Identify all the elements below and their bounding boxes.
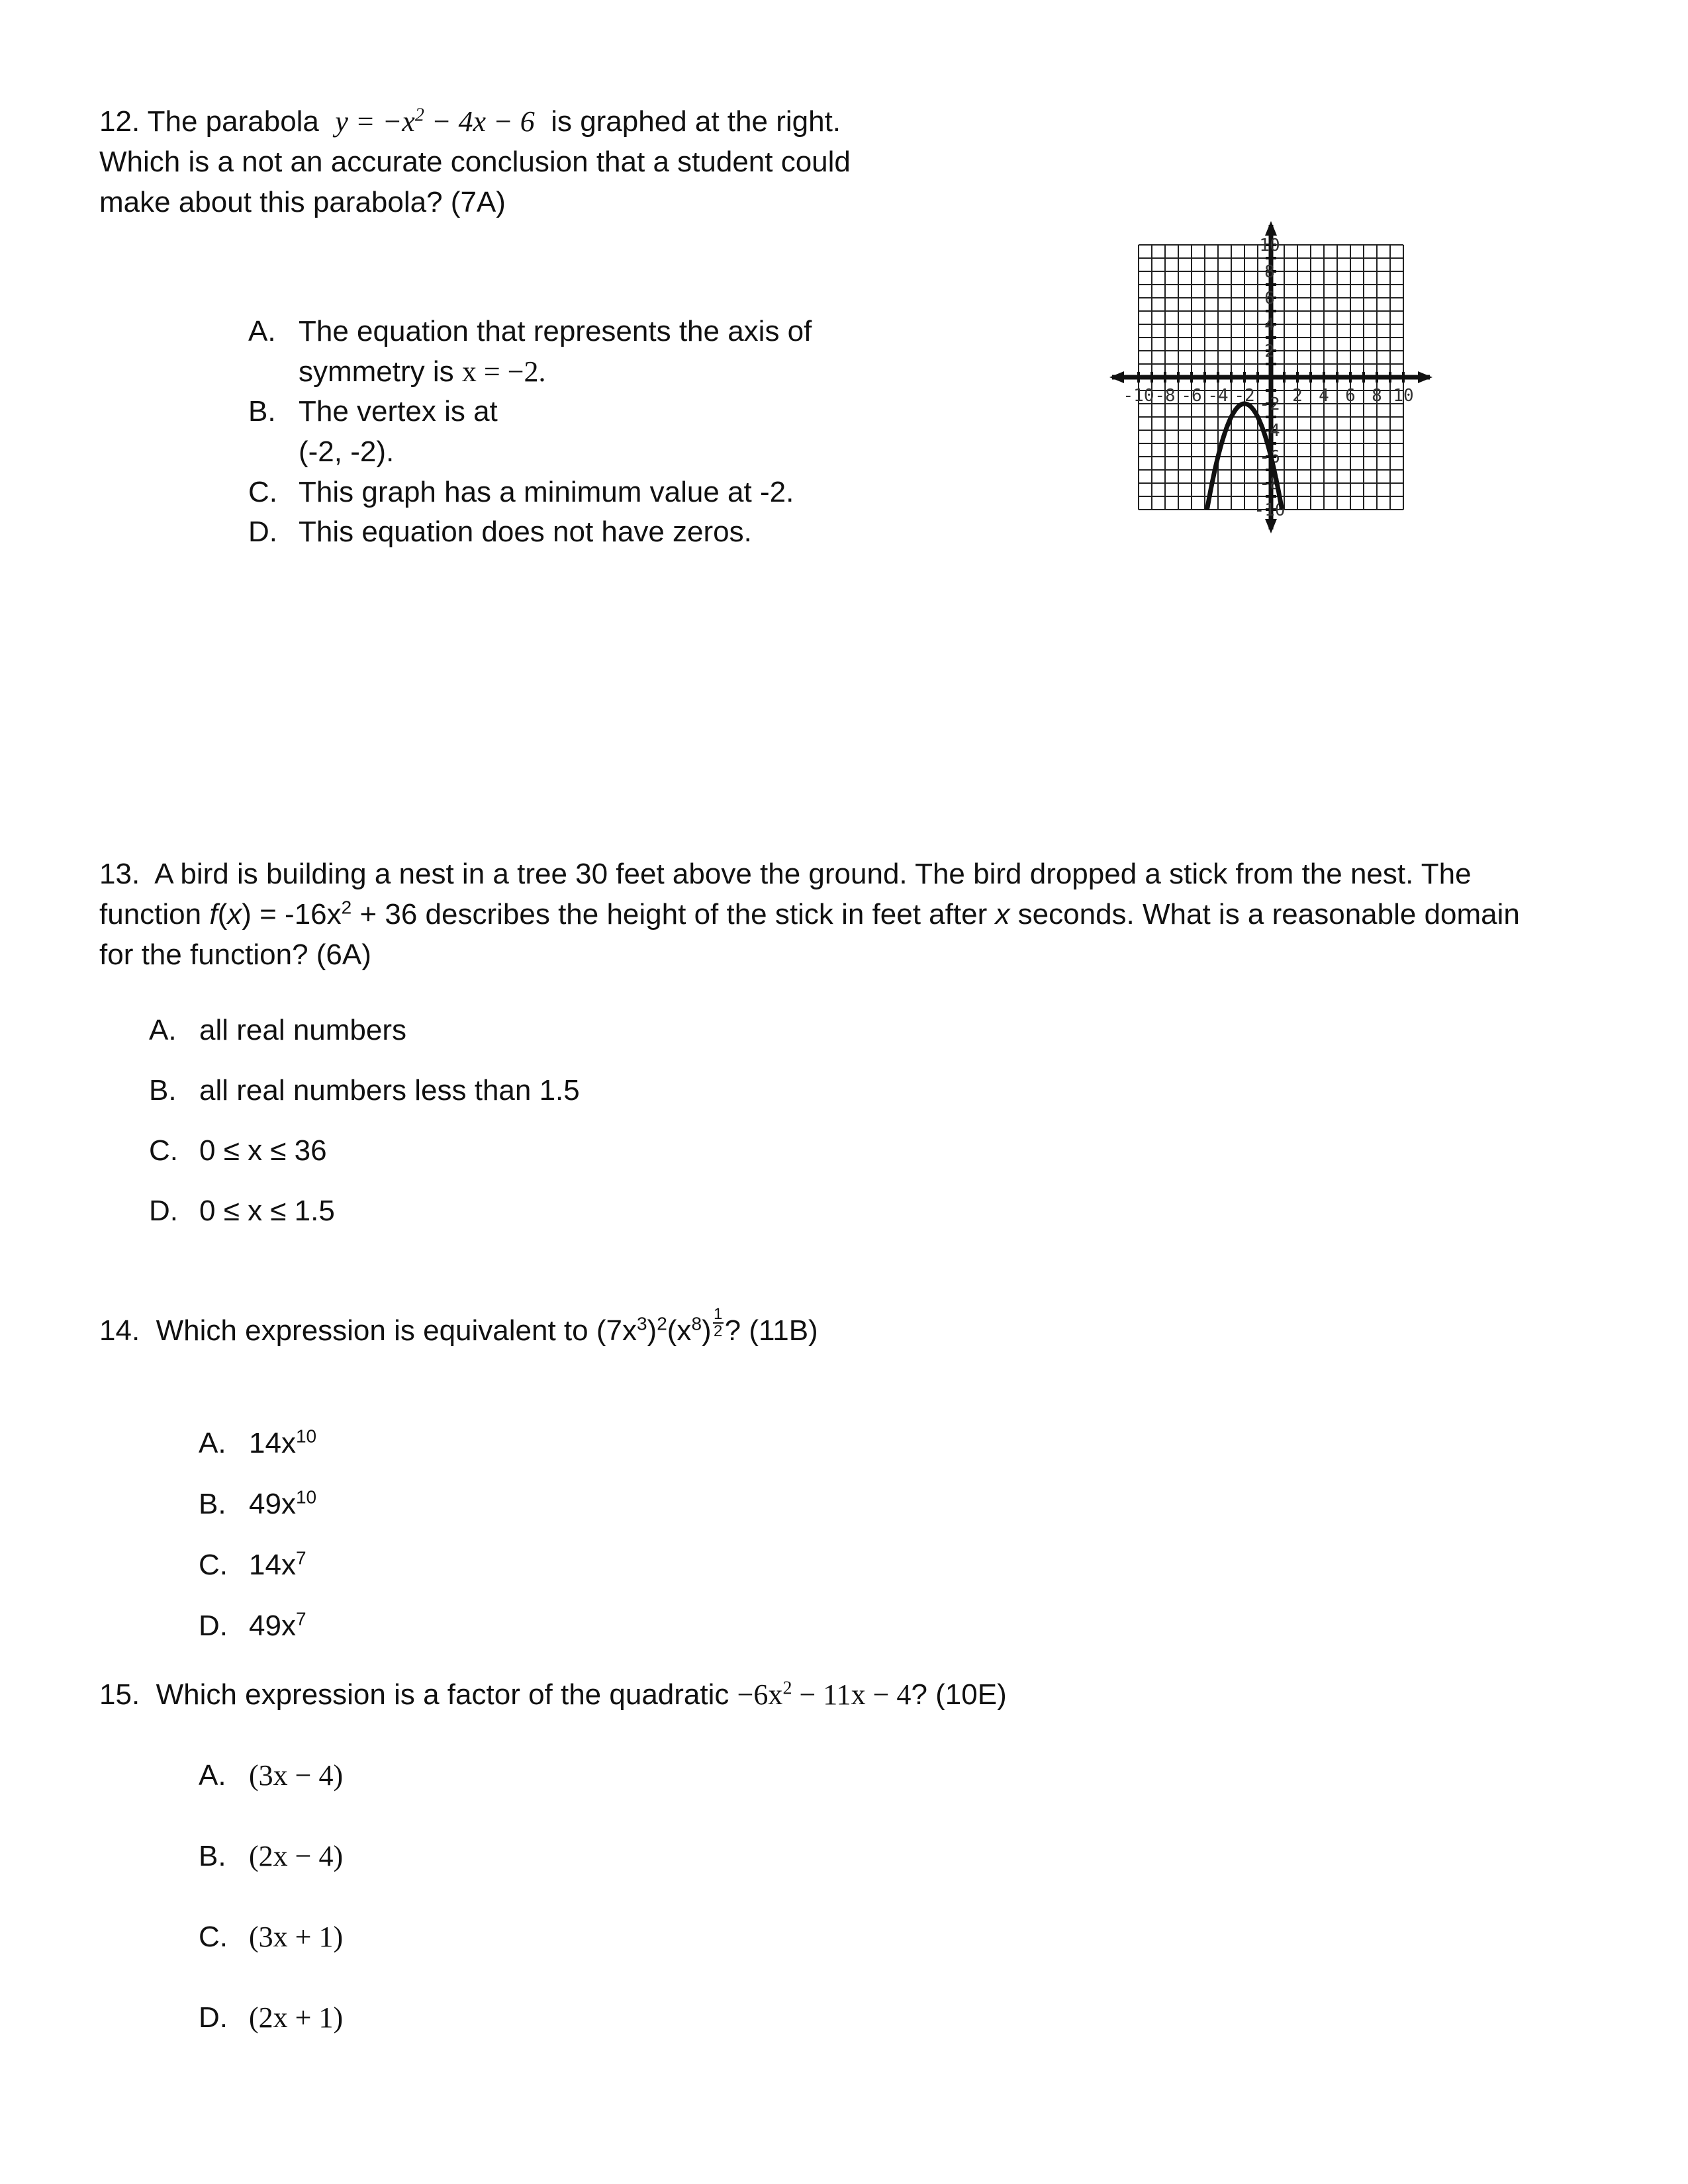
question-15 [99, 1674, 1007, 1715]
x-axis-arrow-right [1418, 371, 1432, 383]
option-math: (3x − 4) [249, 1759, 344, 1792]
x-tick-label: 2 [1292, 386, 1303, 406]
question-13 [99, 854, 1520, 975]
option-text: The equation that represents the axis of [299, 315, 812, 347]
q15-option-b[interactable] [199, 1836, 343, 1876]
q14-option-d[interactable] [199, 1606, 306, 1646]
question-12 [99, 101, 851, 222]
q14-fraction-exponent [713, 1306, 724, 1340]
option-letter: B. [199, 1840, 226, 1872]
option-text: 0 ≤ x ≤ 1.5 [199, 1195, 335, 1227]
x-tick-label: -6 [1181, 386, 1202, 406]
option-math: x = −2. [461, 355, 546, 388]
y-tick-label: 10 [1259, 236, 1280, 255]
q13-x: x [227, 898, 242, 931]
q13-line3: for the function? (6A) [99, 938, 371, 971]
q12-eq-rest: − 4x − 6 [424, 105, 535, 138]
option-letter: A. [149, 1014, 177, 1046]
option-letter: D. [199, 1610, 228, 1642]
q14-text: Which expression is equivalent to (7x [156, 1314, 637, 1347]
q12-line1 [99, 101, 851, 142]
q15-option-d[interactable] [199, 1997, 343, 2038]
q14-mid2: (x [667, 1314, 692, 1347]
q15-text: Which expression is a factor of the quadratic [156, 1678, 737, 1711]
q13-option-a[interactable] [149, 1010, 406, 1050]
option-base: 14x [249, 1549, 296, 1581]
q12-option-a-cont [299, 351, 546, 392]
q13-l2a: function [99, 898, 210, 931]
x-axis-arrow-left [1109, 371, 1124, 383]
q13-option-d[interactable] [149, 1191, 335, 1231]
q13-l2b: = -16x [251, 898, 342, 931]
option-letter: D. [199, 2001, 228, 2034]
option-text: all real numbers [199, 1014, 407, 1046]
option-letter: D. [248, 516, 277, 548]
y-axis-arrow-down [1265, 519, 1277, 533]
q12-eq-main: y = −x [335, 105, 415, 138]
y-tick-label: 2 [1264, 341, 1275, 361]
option-letter: C. [199, 1549, 228, 1581]
q12-option-d[interactable] [248, 512, 752, 552]
option-text-2: (-2, -2). [299, 435, 395, 468]
option-letter: C. [199, 1921, 228, 1953]
q13-line2: function $f(x) = -16x^2 + 36$ describes the height of the stick in feet after x seconds. What is a reasonable domain [99, 897, 1520, 931]
option-letter: B. [248, 395, 276, 428]
option-math: (2x − 4) [249, 1840, 344, 1872]
q13-l2d: seconds. What is a reasonable domain [1009, 898, 1520, 931]
option-letter: C. [248, 476, 277, 508]
y-tick-label: -2 [1259, 394, 1280, 414]
q15-math-b: − 11x − 4 [792, 1678, 912, 1711]
option-text: This graph has a minimum value at -2. [299, 476, 794, 508]
x-tick-label: -10 [1123, 386, 1154, 406]
option-letter: A. [199, 1759, 226, 1792]
option-exp: 10 [295, 1426, 317, 1447]
q12-option-b-cont [299, 432, 394, 472]
q13-line1 [99, 854, 1520, 894]
q15-math-a: −6x [737, 1678, 783, 1711]
q15-expression [737, 1678, 912, 1711]
q12-option-b[interactable] [248, 391, 498, 432]
q14-mid3: ) [702, 1314, 712, 1347]
q14-option-a[interactable] [199, 1423, 316, 1463]
option-exp: 10 [295, 1486, 317, 1508]
q15-option-a[interactable] [199, 1755, 343, 1796]
x-tick-label: -8 [1154, 386, 1176, 406]
q13-f: f [209, 898, 218, 931]
q14-exp2: 2 [657, 1313, 667, 1334]
q14-mid1: ) [647, 1314, 657, 1347]
q13-x2: x [995, 898, 1010, 931]
y-tick-label: -10 [1254, 500, 1286, 520]
q14-exp3: 8 [691, 1313, 702, 1334]
q12-line2: Which is a not an accurate conclusion that a student could [99, 146, 851, 178]
y-tick-label: -8 [1259, 474, 1280, 494]
q14-option-b[interactable] [199, 1484, 316, 1524]
y-tick-label: 8 [1264, 262, 1275, 282]
x-tick-label: -2 [1234, 386, 1255, 406]
question-14 [99, 1305, 818, 1351]
x-tick-label: -4 [1207, 386, 1229, 406]
x-tick-label: 10 [1393, 386, 1414, 406]
x-tick-label: 6 [1345, 386, 1356, 406]
q13-number: 13. [99, 858, 140, 890]
parabola-graph [993, 99, 1562, 668]
x-tick-label: 8 [1372, 386, 1382, 406]
q12-line3: make about this parabola? (7A) [99, 186, 506, 218]
option-letter: B. [199, 1488, 226, 1520]
option-base: 49x [249, 1610, 296, 1642]
q14-line1 [99, 1305, 818, 1351]
q13-line1-text: A bird is building a nest in a tree 30 feet above the ground. The bird dropped a stick from the nest. The [154, 858, 1472, 890]
q12-equation [335, 105, 534, 138]
q13-l2c: + 36 describes the height of the stick in feet after [352, 898, 996, 931]
x-tick-label: 4 [1319, 386, 1329, 406]
option-text: The vertex is at [299, 395, 498, 428]
q14-number: 14. [99, 1314, 140, 1347]
q12-option-a[interactable] [248, 311, 812, 351]
option-text: This equation does not have zeros. [299, 516, 752, 548]
q15-option-c[interactable] [199, 1917, 343, 1957]
frac-num: 1 [713, 1305, 723, 1324]
q13-exp: 2 [341, 897, 352, 918]
option-letter: A. [199, 1427, 226, 1459]
q14-exp1: 3 [636, 1313, 647, 1334]
q12-text-a: The parabola [147, 105, 319, 138]
q12-option-c[interactable] [248, 472, 794, 512]
option-letter: C. [149, 1134, 178, 1167]
option-text: 0 ≤ x ≤ 36 [199, 1134, 327, 1167]
q15-math-exp: 2 [782, 1678, 792, 1699]
option-math: (2x + 1) [249, 2001, 344, 2034]
option-math: (3x + 1) [249, 1921, 344, 1953]
option-base: 49x [249, 1488, 296, 1520]
option-exp: 7 [295, 1547, 306, 1569]
option-letter: B. [149, 1074, 177, 1107]
q15-number: 15. [99, 1678, 140, 1711]
option-text: all real numbers less than 1.5 [199, 1074, 580, 1107]
q15-tail: ? (10E) [911, 1678, 1007, 1711]
y-tick-label: 6 [1264, 289, 1275, 308]
option-base: 14x [249, 1427, 296, 1459]
q12-number: 12. [99, 105, 140, 138]
y-tick-label: -4 [1259, 421, 1280, 441]
y-tick-label: -6 [1259, 447, 1280, 467]
q12-text-b: is graphed at the right. [551, 105, 841, 138]
q15-line1 [99, 1674, 1007, 1715]
q13-option-c[interactable] [149, 1130, 327, 1171]
q13-option-b[interactable] [149, 1070, 580, 1111]
option-text-2: symmetry is [299, 355, 462, 388]
q14-option-c[interactable] [199, 1545, 306, 1585]
y-tick-label: 4 [1264, 315, 1275, 335]
q14-tail: ? (11B) [724, 1314, 818, 1347]
option-letter: A. [248, 315, 276, 347]
y-axis-arrow-up [1265, 221, 1277, 236]
q12-eq-exp: 2 [414, 105, 424, 126]
option-exp: 7 [295, 1608, 306, 1629]
frac-den: 2 [713, 1322, 723, 1341]
option-letter: D. [149, 1195, 178, 1227]
